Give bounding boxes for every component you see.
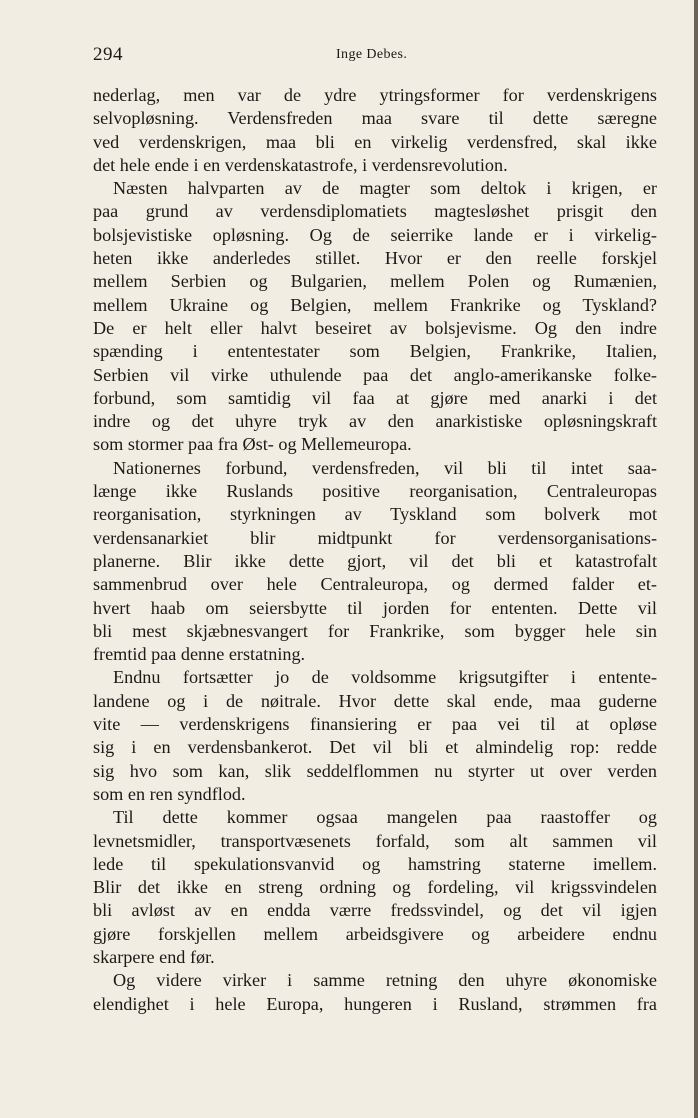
text-line: hvert haab om seiersbytte til jorden for ententen. Dette vil [93,597,657,618]
text-line: bli mest skjæbnesvangert for Frankrike, som bygger hele sin [93,620,657,641]
text-line: selvopløsning. Verdensfreden maa svare til dette særegne [93,108,657,129]
text-line: som stormer paa fra Øst- og Mellemeuropa. [93,434,412,455]
text-line: bolsjevistiske opløsning. Og de seierrike lande er i virkelig- [93,224,657,245]
text-line: Nationernes forbund, verdensfreden, vil bli til intet saa- [113,457,657,478]
text-line: bli avløst av en endda værre fredssvindel, og det vil igjen [93,900,657,921]
text-line: landene og i de nøitrale. Hvor dette skal ende, maa guderne [93,690,657,711]
text-line: heten ikke anderledes stillet. Hvor er den reelle forskjel [93,248,657,269]
text-line: Til dette kommer ogsaa mangelen paa raastoffer og [113,807,657,828]
text-line: sammenbrud over hele Centraleuropa, og dermed falder et- [93,574,657,595]
text-line: Og videre virker i samme retning den uhyre økonomiske [113,970,657,991]
text-line: lede til spekulationsvanvid og hamstring staterne imellem. [93,853,657,874]
text-line: nederlag, men var de ydre ytringsformer for verdenskrigens [93,85,657,105]
text-line: planerne. Blir ikke dette gjort, vil det bli et katastrofalt [93,550,657,571]
text-line: mellem Serbien og Bulgarien, mellem Polen og Rumænien, [93,271,657,292]
text-line: paa grund av verdensdiplomatiets magtesløshet prisgit den [93,201,657,222]
running-head: Inge Debes. [336,47,408,62]
text-line: mellem Ukraine og Belgien, mellem Frankrike og Tyskland? [93,294,657,315]
text-line: ved verdenskrigen, maa bli en virkelig verdensfred, skal ikke [93,131,657,152]
text-line: Blir det ikke en streng ordning og fordeling, vil krigssvindelen [93,877,657,898]
text-line: Serbien vil virke uthulende paa det anglo-amerikanske folke- [93,364,657,385]
page-header [93,44,657,70]
text-line: det hele ende i en verdenskatastrofe, i verdensrevolution. [93,154,508,175]
text-line: levnetsmidler, transportvæsenets forfald, som alt sammen vil [93,830,657,851]
text-line: reorganisation, styrkningen av Tyskland som bolverk mot [93,504,657,525]
text-line: De er helt eller halvt beseiret av bolsjevisme. Og den indre [93,317,657,338]
text-line: elendighet i hele Europa, hungeren i Rusland, strømmen fra [93,993,657,1014]
text-line: vite — verdenskrigens finansiering er paa vei til at opløse [93,714,657,735]
text-line: sig i en verdensbankerot. Det vil bli et almindelig rop: redde [93,737,657,758]
text-line: verdensanarkiet blir midtpunkt for verdensorganisations- [93,527,657,548]
text-line: gjøre forskjellen mellem arbeidsgivere og arbeidere endnu [93,923,657,944]
text-line: længe ikke Ruslands positive reorganisation, Centraleuropas [93,481,657,502]
text-line: som en ren syndflod. [93,783,246,804]
text-line: Næsten halvparten av de magter som deltok i krigen, er [113,178,657,199]
text-line: sig hvo som kan, slik seddelflommen nu styrter ut over verden [93,760,657,781]
page-number: 294 [93,44,123,65]
text-line: spænding i ententestater som Belgien, Frankrike, Italien, [93,341,657,362]
text-line: indre og det uhyre tryk av den anarkistiske opløsningskraft [93,411,657,432]
body-text [93,84,657,1016]
text-line: forbund, som samtidig vil faa at gjøre med anarki i det [93,387,657,408]
text-line: fremtid paa denne erstatning. [93,644,306,665]
text-line: Endnu fortsætter jo de voldsomme krigsutgifter i entente- [113,667,657,688]
text-line: skarpere end før. [93,946,215,967]
page-edge-shadow [694,0,698,1118]
